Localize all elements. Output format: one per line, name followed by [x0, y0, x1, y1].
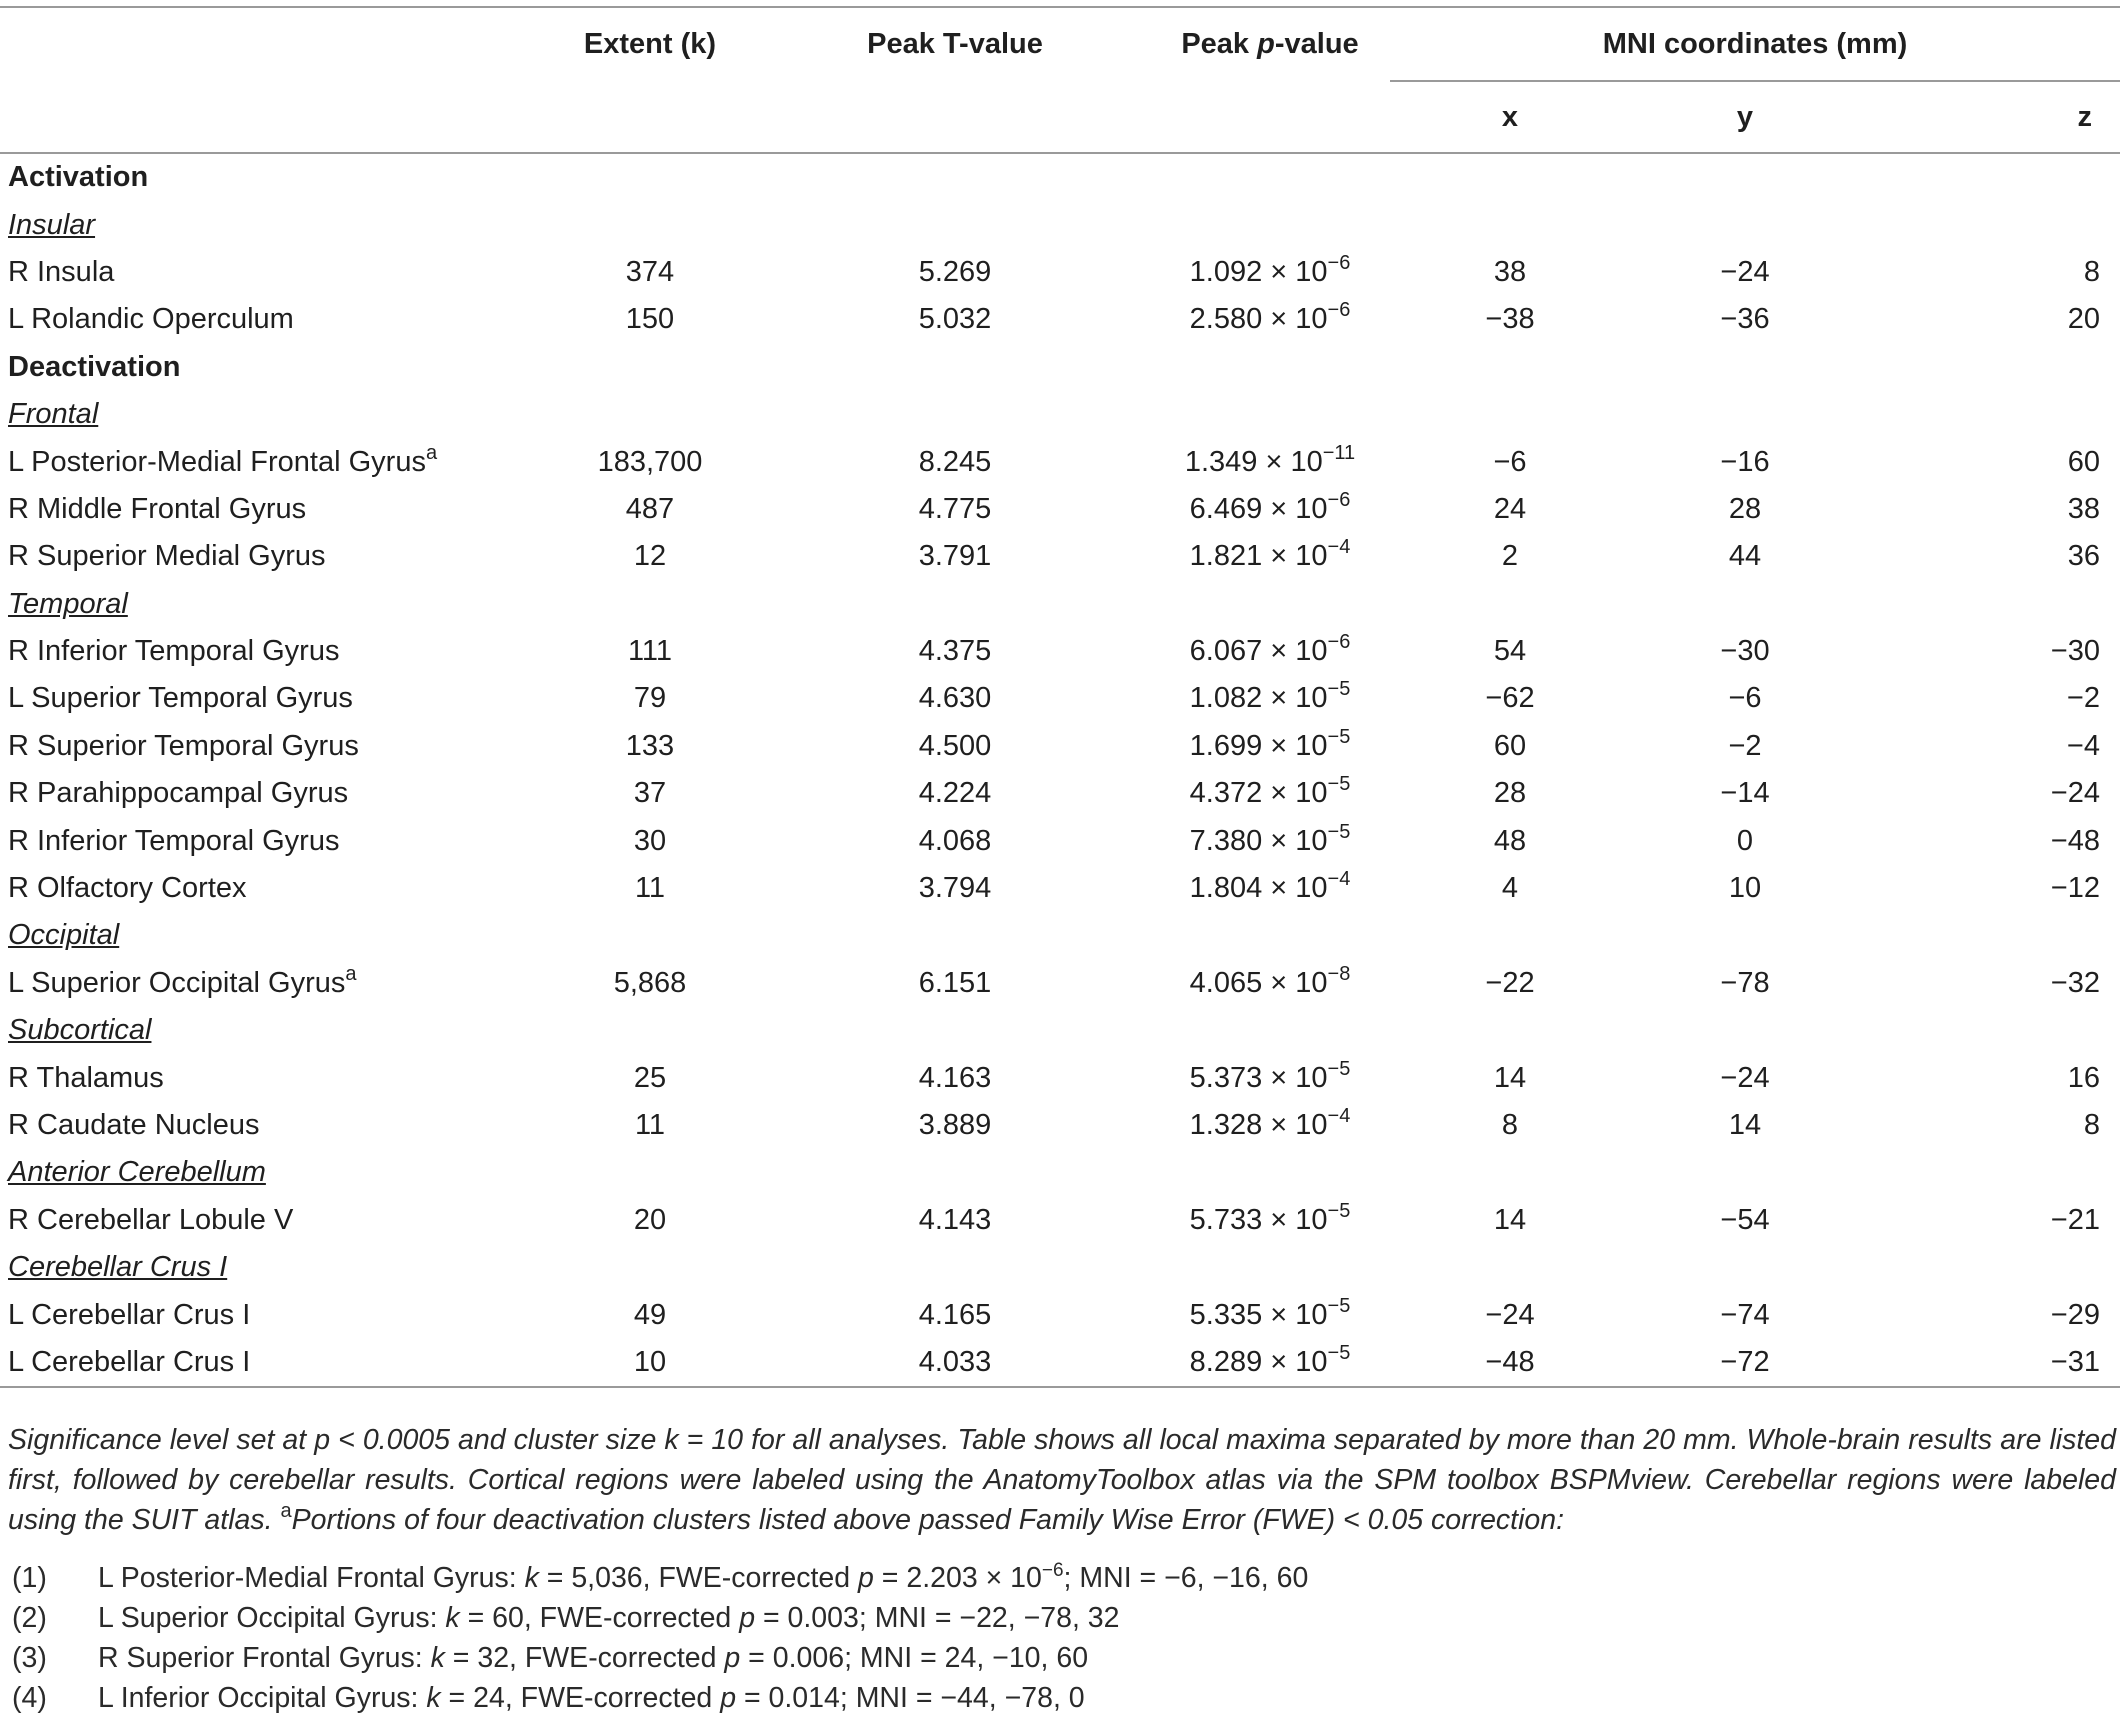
region-cell: R Olfactory Cortex [8, 872, 247, 905]
mni-z-cell: 38 [2067, 492, 2100, 525]
table-row [0, 817, 2120, 864]
mni-x-cell: 38 [1493, 255, 1527, 288]
section-header-row [0, 344, 2120, 391]
header-x: x [1390, 81, 1630, 152]
footnote-item: (4) L Inferior Occipital Gyrus: k = 24, FWE-corrected p = 0.014; MNI = −44, −78, 0 [8, 1678, 2108, 1718]
peak-p-cell: $2.580 \times 10^{-6}$ [1189, 299, 1351, 336]
mni-x-cell: −6 [1493, 445, 1527, 478]
peak-t-cell: 3.791 [918, 540, 992, 573]
mni-y-cell: 10 [1728, 872, 1762, 905]
subsection-header-row [0, 1149, 2120, 1196]
subsection-header-row [0, 391, 2120, 438]
region-cell: R Thalamus [8, 1061, 164, 1094]
header-z: z [1860, 81, 2120, 152]
region-cell: L Posterior-Medial Frontal Gyrus$^a$ [8, 441, 438, 478]
mni-z-cell: −29 [2050, 1298, 2100, 1331]
mni-z-cell: 20 [2067, 303, 2100, 336]
footnote-number: (3) [12, 1642, 47, 1674]
mni-y-cell: 44 [1728, 540, 1762, 573]
peak-t-cell: 3.889 [918, 1109, 992, 1141]
mni-x-cell: 28 [1493, 777, 1527, 810]
peak-p-cell: $1.082 \times 10^{-5}$ [1189, 678, 1351, 715]
peak-t-cell: 8.245 [918, 445, 992, 478]
mni-y-cell: −30 [1720, 635, 1770, 668]
peak-t-cell: 4.500 [918, 729, 992, 762]
mni-z-cell: 8 [2083, 255, 2100, 288]
extent-cell: 11 [634, 1109, 666, 1141]
header-region [0, 8, 540, 81]
region-cell: R Inferior Temporal Gyrus [8, 824, 340, 857]
table-row [0, 675, 2120, 722]
header-extent: Extent (k) [583, 28, 717, 60]
table-row [0, 960, 2120, 1007]
footnote-item: (1) L Posterior-Medial Frontal Gyrus: k = 5,036, FWE-corrected $p = 2.203 \times 10^{-6}$; MNI = −6, −16, 60 [8, 1558, 2108, 1598]
subsection-label: Insular [8, 208, 96, 241]
table-row [0, 865, 2120, 912]
extent-cell: 183,700 [597, 445, 703, 478]
header-y: y [1630, 81, 1860, 152]
table-row [0, 1054, 2120, 1101]
extent-cell: 79 [633, 682, 667, 715]
mni-x-cell: 24 [1493, 492, 1527, 525]
mni-x-cell: −22 [1485, 966, 1535, 999]
mni-y-cell: −6 [1728, 682, 1762, 715]
region-cell: R Superior Temporal Gyrus [8, 729, 359, 762]
mni-y-cell: −24 [1720, 1061, 1770, 1094]
mni-x-cell: −38 [1485, 303, 1535, 336]
mni-y-cell: −14 [1720, 777, 1770, 810]
mni-y-cell: −74 [1720, 1298, 1770, 1331]
mni-y-cell: 14 [1728, 1109, 1762, 1141]
region-cell: R Cerebellar Lobule V [8, 1203, 294, 1236]
mni-z-cell: −32 [2050, 966, 2100, 999]
mni-z-cell: −30 [2050, 635, 2100, 668]
region-cell: R Caudate Nucleus [8, 1109, 260, 1141]
region-cell: R Superior Medial Gyrus [8, 540, 326, 573]
table-row [0, 486, 2120, 533]
extent-cell: 10 [633, 1345, 667, 1378]
table-row [0, 1197, 2120, 1244]
table-row [0, 770, 2120, 817]
mni-y-cell: −2 [1728, 729, 1762, 762]
subsection-label: Frontal [8, 398, 99, 431]
peak-t-cell: 4.375 [918, 635, 992, 668]
footnote-item: (2) L Superior Occipital Gyrus: k = 60, FWE-corrected p = 0.003; MNI = −22, −78, 32 [8, 1598, 2108, 1638]
mni-z-cell: 16 [2067, 1061, 2100, 1094]
subsection-header-row [0, 912, 2120, 959]
subsection-header-row [0, 581, 2120, 628]
extent-cell: 487 [625, 492, 675, 525]
mni-z-cell: −24 [2050, 777, 2100, 810]
section-label: Activation [8, 161, 149, 194]
mni-z-cell: −31 [2050, 1345, 2100, 1378]
peak-p-cell: $4.372 \times 10^{-5}$ [1189, 773, 1351, 810]
subsection-label: Anterior Cerebellum [8, 1156, 266, 1189]
table-row [0, 296, 2120, 343]
region-cell: R Insula [8, 255, 115, 288]
peak-p-cell: $6.469 \times 10^{-6}$ [1189, 488, 1351, 525]
extent-cell: 25 [633, 1061, 667, 1094]
mni-z-cell: −2 [2066, 682, 2100, 715]
peak-p-cell: $1.804 \times 10^{-4}$ [1189, 868, 1351, 905]
peak-t-cell: 4.224 [918, 777, 992, 810]
region-cell: L Rolandic Operculum [8, 303, 294, 336]
subsection-label: Occipital [8, 919, 120, 952]
mni-y-cell: −54 [1720, 1203, 1770, 1236]
mni-y-cell: −36 [1720, 303, 1770, 336]
extent-cell: 20 [633, 1203, 667, 1236]
table-row [0, 1102, 2120, 1149]
region-cell: L Superior Temporal Gyrus [8, 682, 353, 715]
extent-cell: 11 [634, 872, 666, 905]
header-coord-row [0, 81, 2120, 152]
peak-p-cell: $5.335 \times 10^{-5}$ [1189, 1294, 1351, 1331]
mni-x-cell: 48 [1493, 824, 1527, 857]
mni-x-cell: 8 [1501, 1109, 1519, 1141]
peak-t-cell: 4.068 [918, 824, 992, 857]
subsection-header-row [0, 1244, 2120, 1291]
footnote-list [8, 1558, 2108, 1718]
mni-x-cell: 60 [1493, 729, 1527, 762]
mni-y-cell: 28 [1728, 492, 1762, 525]
region-cell: L Superior Occipital Gyrus$^a$ [8, 962, 357, 999]
mni-x-cell: −62 [1485, 682, 1535, 715]
peak-t-cell: 5.269 [918, 255, 992, 288]
peak-p-cell: $1.699 \times 10^{-5}$ [1189, 725, 1351, 762]
header-peak-p: Peak p-value [1181, 28, 1359, 60]
peak-p-cell: $7.380 \times 10^{-5}$ [1189, 820, 1351, 857]
header-peak-t: Peak T-value [867, 28, 1043, 60]
region-cell: L Cerebellar Crus I [8, 1298, 251, 1331]
extent-cell: 374 [625, 255, 675, 288]
peak-t-cell: 5.032 [918, 303, 992, 336]
subsection-label: Temporal [8, 587, 128, 620]
table-row [0, 438, 2120, 485]
subsection-label: Subcortical [8, 1014, 152, 1047]
peak-t-cell: 4.163 [918, 1061, 992, 1094]
region-cell: R Parahippocampal Gyrus [8, 777, 349, 810]
peak-p-cell: $8.289 \times 10^{-5}$ [1189, 1341, 1351, 1378]
mni-y-cell: −78 [1720, 966, 1770, 999]
mni-x-cell: 14 [1493, 1203, 1527, 1236]
mni-z-cell: 8 [2083, 1109, 2100, 1141]
subsection-label: Cerebellar Crus I [8, 1251, 228, 1284]
section-header-row [0, 153, 2120, 201]
table-row [0, 533, 2120, 580]
mni-z-cell: −12 [2050, 872, 2100, 905]
mni-z-cell: −21 [2050, 1203, 2100, 1236]
table-caption: Significance level set at p < 0.0005 and cluster size k = 10 for all analyses. Table shows all local maxima separated by more than 20 mm. Whole-brain results are listed first, followed by cerebellar results. Cortical regions were labeled using the AnatomyToolbox atlas via the SPM toolbox BSPMview. Cerebellar regions were labeled using the SUIT atlas. $^a$Portions of four deactivation clusters listed above passed Family Wise Error (FWE) < 0.05 correction: [8, 1424, 2116, 1536]
table-row [0, 249, 2120, 296]
mni-x-cell: 2 [1501, 540, 1519, 573]
extent-cell: 5,868 [613, 966, 687, 999]
mni-x-cell: −48 [1485, 1345, 1535, 1378]
peak-p-cell: $1.821 \times 10^{-4}$ [1189, 536, 1351, 573]
peak-t-cell: 3.794 [918, 872, 992, 905]
extent-cell: 133 [625, 729, 675, 762]
mni-y-cell: 0 [1736, 824, 1754, 857]
region-cell: R Middle Frontal Gyrus [8, 492, 307, 525]
peak-t-cell: 6.151 [918, 966, 992, 999]
region-cell: R Inferior Temporal Gyrus [8, 635, 340, 668]
footnote-number: (2) [12, 1602, 47, 1634]
mni-z-cell: 60 [2067, 445, 2100, 478]
peak-p-cell: $4.065 \times 10^{-8}$ [1189, 962, 1351, 999]
extent-cell: 37 [633, 777, 667, 810]
table-row [0, 628, 2120, 675]
table-row [0, 723, 2120, 770]
mni-y-cell: −24 [1720, 255, 1770, 288]
peak-t-cell: 4.143 [918, 1203, 992, 1236]
table-row [0, 1291, 2120, 1338]
results-table [0, 6, 2120, 1388]
mni-y-cell: −72 [1720, 1345, 1770, 1378]
region-cell: L Cerebellar Crus I [8, 1345, 251, 1378]
mni-x-cell: 54 [1493, 635, 1527, 668]
subsection-header-row [0, 1007, 2120, 1054]
extent-cell: 111 [627, 635, 673, 668]
peak-p-cell: $6.067 \times 10^{-6}$ [1189, 631, 1351, 668]
peak-t-cell: 4.775 [918, 492, 992, 525]
extent-cell: 30 [633, 824, 667, 857]
mni-z-cell: −4 [2066, 729, 2100, 762]
peak-p-cell: $1.092 \times 10^{-6}$ [1189, 251, 1351, 288]
peak-t-cell: 4.165 [918, 1298, 992, 1331]
mni-x-cell: −24 [1485, 1298, 1535, 1331]
peak-t-cell: 4.033 [918, 1345, 992, 1378]
extent-cell: 150 [625, 303, 675, 336]
footnote-item: (3) R Superior Frontal Gyrus: k = 32, FWE-corrected p = 0.006; MNI = 24, −10, 60 [8, 1638, 2108, 1678]
header-row [0, 8, 2120, 81]
mni-x-cell: 14 [1493, 1061, 1527, 1094]
peak-p-cell: $5.373 \times 10^{-5}$ [1189, 1057, 1351, 1094]
extent-cell: 49 [633, 1298, 667, 1331]
footnote-number: (4) [12, 1682, 47, 1714]
peak-p-cell: $5.733 \times 10^{-5}$ [1189, 1199, 1351, 1236]
mni-x-cell: 4 [1501, 872, 1519, 905]
peak-p-cell: $1.349 \times 10^{-11}$ [1184, 441, 1356, 478]
section-label: Deactivation [8, 350, 181, 383]
footnote-number: (1) [12, 1562, 47, 1594]
extent-cell: 12 [633, 540, 667, 573]
table-row [0, 1339, 2120, 1387]
mni-z-cell: 36 [2067, 540, 2100, 573]
peak-t-cell: 4.630 [918, 682, 992, 715]
mni-z-cell: −48 [2050, 824, 2100, 857]
subsection-header-row [0, 201, 2120, 248]
peak-p-cell: $1.328 \times 10^{-4}$ [1189, 1105, 1351, 1141]
header-mni: MNI coordinates (mm) [1602, 27, 1908, 60]
mni-y-cell: −16 [1720, 445, 1770, 478]
